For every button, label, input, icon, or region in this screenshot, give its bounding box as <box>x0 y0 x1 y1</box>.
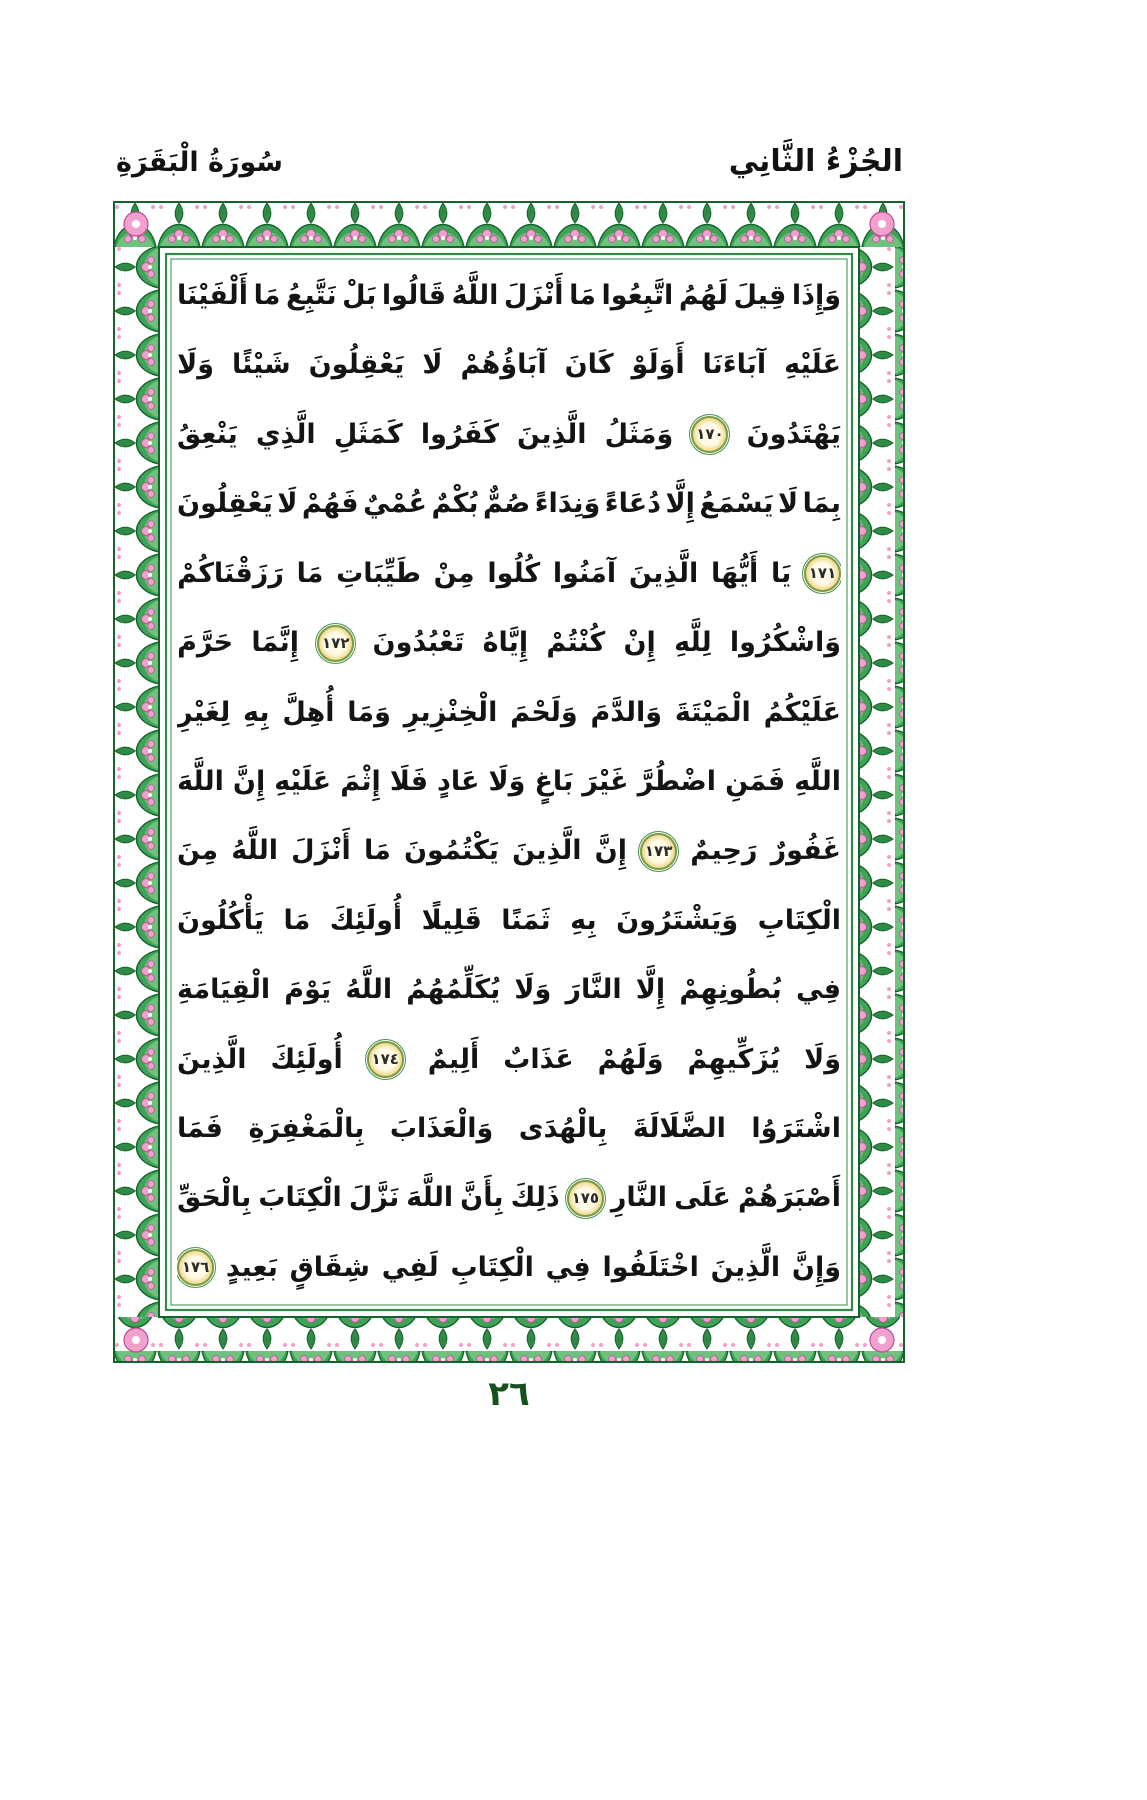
word: وَاشْكُرُوا <box>729 627 841 659</box>
word: وَلَا <box>514 974 552 1006</box>
word: يَعْقِلُونَ <box>177 488 273 520</box>
word: أَوَلَوْ <box>631 349 685 381</box>
ayah-number-marker: ١٧١ <box>804 555 841 592</box>
word: عَلَيْهِ <box>274 765 332 797</box>
word: إِنَّ <box>594 835 627 867</box>
word: اضْطُرَّ <box>637 765 717 797</box>
word: يَأْكُلُونَ <box>177 904 265 936</box>
word: آبَاؤُهُمْ <box>460 349 547 381</box>
word: وَلَحْمَ <box>510 696 578 728</box>
word: كَانَ <box>564 349 614 381</box>
word: قِيلَ <box>733 280 787 311</box>
word: لِغَيْرِ <box>177 696 231 728</box>
word: غَيْرَ <box>582 765 629 797</box>
word: النَّارِ <box>610 1182 667 1214</box>
word: لَفِي <box>381 1251 439 1283</box>
quran-line <box>177 680 841 746</box>
word: قَلِيلًا <box>421 904 482 936</box>
word: كَفَرُوا <box>420 418 499 450</box>
word: أَلِيمٌ <box>427 1043 480 1075</box>
word: الَّذِينَ <box>517 418 587 450</box>
surah-title: سُورَةُ الْبَقَرَةِ <box>116 147 283 178</box>
word: إِلَّا <box>665 488 695 520</box>
word: إِنَّمَا <box>251 627 300 659</box>
word: وَلَا <box>177 349 214 381</box>
word: الَّذِي <box>255 418 316 450</box>
word: الْكِتَابَ <box>258 1182 342 1214</box>
quran-line <box>177 541 841 607</box>
word: وَلَا <box>804 1043 841 1075</box>
word: مِنْ <box>433 557 475 589</box>
word: وَلَا <box>488 765 526 797</box>
word: يَسْمَعُ <box>699 488 774 520</box>
word: لَا <box>422 349 443 381</box>
word: يُكَلِّمُهُمُ <box>406 974 501 1006</box>
word: الَّذِينَ <box>710 1251 781 1283</box>
word: أَنْزَلَ <box>503 280 564 311</box>
quran-line <box>177 818 841 884</box>
word: مَا <box>253 280 281 311</box>
word: فِي <box>545 1251 591 1283</box>
word: كَمَثَلِ <box>333 418 403 450</box>
word: قَالُوا <box>381 280 447 311</box>
word: وَلَهُمْ <box>597 1043 664 1075</box>
quran-text-area <box>177 263 841 1301</box>
word: شَيْئًا <box>231 349 291 381</box>
word: تَعْبُدُونَ <box>372 627 465 659</box>
word: اللَّهَ <box>177 765 224 797</box>
word: فَهُمْ <box>301 488 359 520</box>
word: مِنَ <box>177 835 219 867</box>
word: رَحِيمٌ <box>690 835 758 867</box>
word: بِالْمَغْفِرَةِ <box>248 1113 365 1145</box>
word: الْمَيْتَةَ <box>674 696 751 728</box>
word: كُنْتُمْ <box>546 627 606 659</box>
word: بُكْمٌ <box>431 488 479 520</box>
word: اللَّهُ <box>451 280 499 311</box>
juz-title: الجُزْءُ الثَّانِي <box>728 144 903 179</box>
word: لَهُمُ <box>678 280 728 311</box>
word: لَا <box>778 488 799 520</box>
word: يَهْتَدُونَ <box>746 418 841 450</box>
word: وَإِذَا <box>791 280 841 311</box>
word: وَالْعَذَابَ <box>389 1113 494 1145</box>
word: فَمَا <box>177 1113 223 1145</box>
word: لِلَّهِ <box>674 627 712 659</box>
word: اللَّهُ <box>231 835 279 867</box>
word: يُزَكِّيهِمْ <box>687 1043 781 1075</box>
word: ثَمَنًا <box>501 904 551 936</box>
word: وَنِدَاءً <box>534 488 601 520</box>
word: بِأَنَّ <box>460 1182 504 1214</box>
word: أَصْبَرَهُمْ <box>737 1182 841 1214</box>
word: مَا <box>569 280 596 311</box>
word: نَتَّبِعُ <box>285 280 337 311</box>
quran-line <box>177 332 841 398</box>
word: عَلَى <box>674 1182 731 1214</box>
word: بُطُونِهِمْ <box>679 974 782 1006</box>
word: بَاغٍ <box>534 765 574 797</box>
word: وَمَا <box>347 696 391 728</box>
ayah-number-marker: ١٧٦ <box>177 1249 214 1286</box>
word: طَيِّبَاتِ <box>336 557 421 589</box>
quran-line <box>177 1235 841 1301</box>
word: بِهِ <box>243 696 270 728</box>
word: أَيُّهَا <box>710 557 759 589</box>
word: اخْتَلَفُوا <box>602 1251 699 1283</box>
word: وَإِنَّ <box>791 1251 841 1283</box>
quran-line <box>177 610 841 676</box>
word: إِيَّاهُ <box>482 627 529 659</box>
word: عَلَيْهِ <box>784 349 841 381</box>
quran-line <box>177 888 841 954</box>
word: فِي <box>796 974 841 1006</box>
word: يَوْمَ <box>284 974 332 1006</box>
word: بَعِيدٍ <box>225 1251 278 1283</box>
word: أُولَئِكَ <box>329 904 403 936</box>
quran-line <box>177 263 841 329</box>
word: الْخِنْزِيرِ <box>403 696 498 728</box>
ayah-number-marker: ١٧٠ <box>691 416 728 453</box>
word: الَّذِينَ <box>512 835 582 867</box>
ayah-number-marker: ١٧٤ <box>367 1041 404 1078</box>
word: بِالْهُدَى <box>518 1113 608 1145</box>
word: اشْتَرَوُا <box>751 1113 841 1145</box>
word: دُعَاءً <box>604 488 662 520</box>
word: اللَّهِ <box>794 765 841 797</box>
word: اتَّبِعُوا <box>601 280 674 311</box>
ayah-number-marker: ١٧٢ <box>317 625 354 662</box>
quran-line <box>177 957 841 1023</box>
word: الْكِتَابِ <box>757 904 841 936</box>
quran-line <box>177 1027 841 1093</box>
quran-line <box>177 1165 841 1231</box>
word: أُهِلَّ <box>282 696 335 728</box>
word: يَنْعِقُ <box>177 418 238 450</box>
word: أُولَئِكَ <box>270 1043 343 1075</box>
page-number: ٢٦ <box>488 1374 530 1414</box>
word: اللَّهَ <box>406 1182 454 1214</box>
word: بِهِ <box>570 904 597 936</box>
word: آبَاءَنَا <box>702 349 767 381</box>
quran-line <box>177 402 841 468</box>
word: شِقَاقٍ <box>289 1251 370 1283</box>
quran-line <box>177 471 841 537</box>
word: إِنْ <box>623 627 656 659</box>
quran-line <box>177 1096 841 1162</box>
word: نَزَّلَ <box>348 1182 400 1214</box>
word: أَلْفَيْنَا <box>177 280 249 311</box>
ornamental-frame <box>113 201 905 1363</box>
word: بِالْحَقِّ <box>177 1182 252 1214</box>
word: غَفُورٌ <box>770 835 841 867</box>
word: صُمٌّ <box>482 488 531 520</box>
word: عَادٍ <box>437 765 480 797</box>
word: الَّذِينَ <box>177 1043 247 1075</box>
ayah-number-marker: ١٧٥ <box>567 1180 604 1217</box>
word: وَالدَّمَ <box>590 696 663 728</box>
word: مَا <box>296 557 324 589</box>
word: فَمَنِ <box>725 765 786 797</box>
word: حَرَّمَ <box>177 627 234 659</box>
word: اللَّهُ <box>345 974 393 1006</box>
word: وَيَشْتَرُونَ <box>616 904 739 936</box>
word: إِثْمَ <box>340 765 381 797</box>
word: مَا <box>363 835 391 867</box>
word: عَذَابٌ <box>503 1043 574 1075</box>
word: ذَلِكَ <box>510 1182 560 1214</box>
word: أَنْزَلَ <box>291 835 351 867</box>
word: رَزَقْنَاكُمْ <box>177 557 284 589</box>
word: إِنَّ <box>232 765 266 797</box>
word: يَا <box>771 557 792 589</box>
word: مَا <box>283 904 311 936</box>
ayah-number-marker: ١٧٣ <box>640 833 677 870</box>
word: آمَنُوا <box>552 557 617 589</box>
word: الْقِيَامَةِ <box>177 974 271 1006</box>
word: بِمَا <box>802 488 841 520</box>
word: إِلَّا <box>635 974 666 1006</box>
word: الْكِتَابِ <box>450 1251 534 1283</box>
quran-line <box>177 749 841 815</box>
word: كُلُوا <box>487 557 541 589</box>
word: بَلْ <box>342 280 377 311</box>
word: لَا <box>277 488 298 520</box>
word: يَعْقِلُونَ <box>308 349 405 381</box>
word: عُمْيٌ <box>363 488 427 520</box>
word: النَّارَ <box>565 974 622 1006</box>
word: الضَّلَالَةَ <box>632 1113 726 1145</box>
word: الَّذِينَ <box>628 557 699 589</box>
word: عَلَيْكُمُ <box>763 696 841 728</box>
word: وَمَثَلُ <box>604 418 674 450</box>
word: فَلَا <box>389 765 428 797</box>
word: يَكْتُمُونَ <box>403 835 499 867</box>
